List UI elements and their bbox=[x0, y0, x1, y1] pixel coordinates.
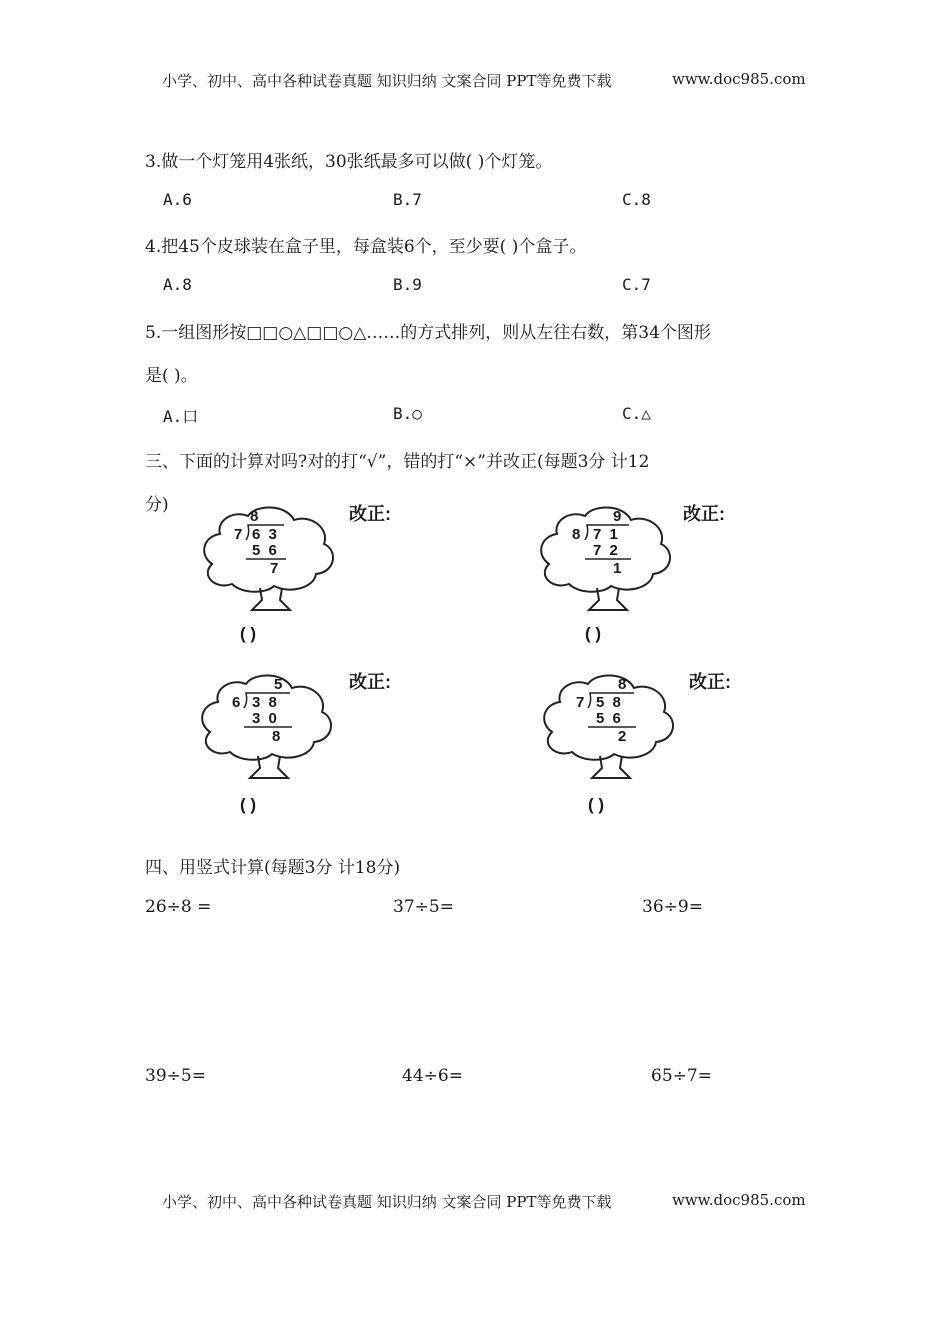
quotient: 5 bbox=[274, 676, 285, 693]
question-3: 3.做一个灯笼用4张纸，30张纸最多可以做( )个灯笼。 bbox=[145, 152, 553, 172]
option-3c: C.8 bbox=[622, 190, 651, 209]
question-5-cont: 是( )。 bbox=[145, 366, 198, 386]
option-3a: A.6 bbox=[163, 190, 192, 209]
footer-url: www.doc985.com bbox=[672, 1191, 806, 1209]
divisor: 8 bbox=[572, 526, 583, 543]
tree-problem-3 bbox=[188, 662, 348, 812]
section3-title-cont: 分) bbox=[145, 495, 169, 515]
tree-problem-1 bbox=[190, 494, 350, 644]
option-4a: A.8 bbox=[163, 275, 192, 294]
question-4: 4.把45个皮球装在盒子里，每盒装6个，至少要( )个盒子。 bbox=[145, 237, 587, 257]
problem-4: 39÷5= bbox=[145, 1066, 206, 1086]
product: 3 0 bbox=[252, 710, 279, 727]
answer-paren-3[interactable]: ( ) bbox=[240, 795, 257, 814]
fix-label-4: 改正: bbox=[689, 672, 731, 692]
divisor: 7 bbox=[576, 694, 587, 711]
problem-5: 44÷6= bbox=[402, 1066, 463, 1086]
problem-1: 26÷8 = bbox=[145, 897, 212, 917]
answer-paren-2[interactable]: ( ) bbox=[585, 624, 602, 643]
option-5b: B.○ bbox=[393, 404, 422, 423]
quotient: 8 bbox=[618, 676, 629, 693]
fix-label-1: 改正: bbox=[349, 504, 391, 524]
tree-problem-2 bbox=[527, 494, 687, 644]
divisor: 6 bbox=[232, 694, 243, 711]
option-5a: A.口 bbox=[163, 407, 199, 426]
fix-label-3: 改正: bbox=[349, 672, 391, 692]
option-4b: B.9 bbox=[393, 275, 422, 294]
option-4c: C.7 bbox=[622, 275, 651, 294]
answer-paren-4[interactable]: ( ) bbox=[588, 795, 605, 814]
remainder: 7 bbox=[270, 560, 281, 577]
option-5c: C.△ bbox=[622, 404, 651, 423]
product: 5 6 bbox=[252, 542, 279, 559]
problem-3: 36÷9= bbox=[642, 897, 703, 917]
quotient: 8 bbox=[250, 508, 261, 525]
product: 7 2 bbox=[593, 542, 620, 559]
section4-title: 四、用竖式计算(每题3分 计18分) bbox=[145, 858, 401, 878]
remainder: 2 bbox=[618, 728, 629, 745]
divisor: 7 bbox=[234, 526, 245, 543]
section3-title: 三、下面的计算对吗?对的打“√”，错的打“×”并改正(每题3分 计12 bbox=[145, 452, 650, 472]
problem-2: 37÷5= bbox=[393, 897, 454, 917]
option-3b: B.7 bbox=[393, 190, 422, 209]
dividend: 3 8 bbox=[252, 694, 279, 711]
quotient: 9 bbox=[613, 508, 624, 525]
footer-text: 小学、初中、高中各种试卷真题 知识归纳 文案合同 PPT等免费下载 bbox=[162, 1193, 612, 1211]
header-url: www.doc985.com bbox=[672, 70, 806, 88]
dividend: 5 8 bbox=[596, 694, 623, 711]
answer-paren-1[interactable]: ( ) bbox=[240, 624, 257, 643]
fix-label-2: 改正: bbox=[683, 504, 725, 524]
dividend: 6 3 bbox=[252, 526, 279, 543]
remainder: 1 bbox=[613, 560, 624, 577]
tree-problem-4 bbox=[530, 662, 690, 812]
header-text: 小学、初中、高中各种试卷真题 知识归纳 文案合同 PPT等免费下载 bbox=[162, 72, 612, 90]
problem-6: 65÷7= bbox=[651, 1066, 712, 1086]
remainder: 8 bbox=[272, 728, 283, 745]
dividend: 7 1 bbox=[593, 526, 620, 543]
product: 5 6 bbox=[596, 710, 623, 727]
question-5: 5.一组图形按□□○△□□○△……的方式排列，则从左往右数，第34个图形 bbox=[145, 323, 711, 343]
